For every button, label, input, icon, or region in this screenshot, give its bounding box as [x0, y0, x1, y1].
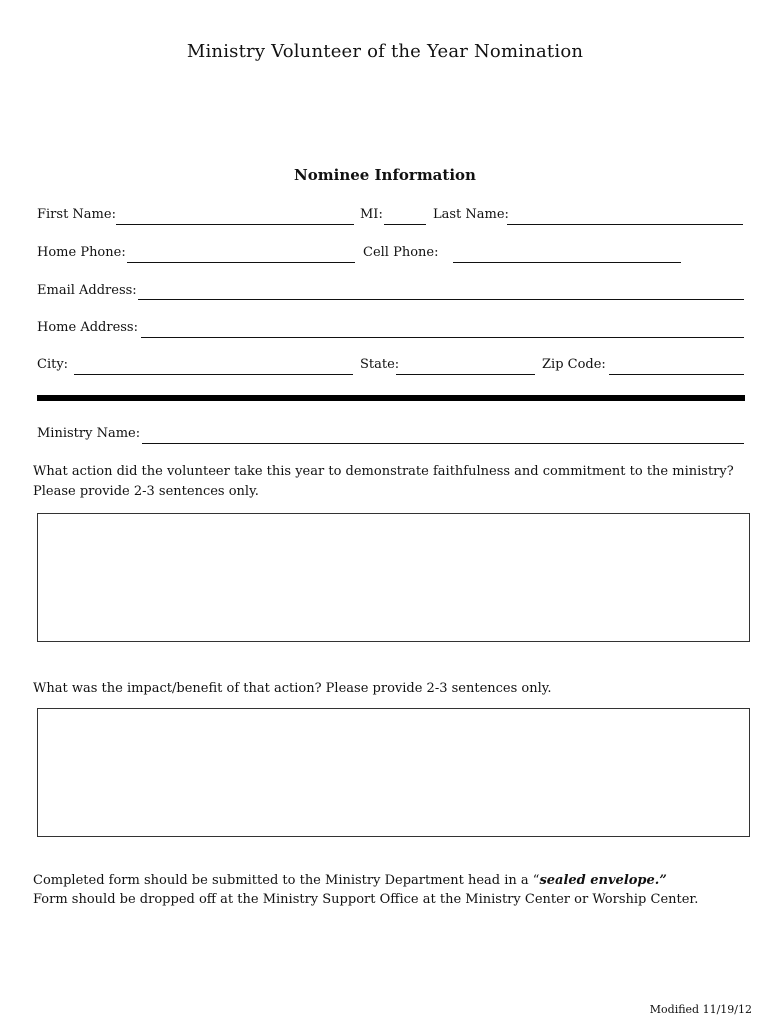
- home-address-label: Home Address:: [37, 320, 138, 335]
- cell-phone-label: Cell Phone:: [363, 245, 439, 260]
- city-line: [74, 374, 353, 375]
- answer-2-textarea[interactable]: [38, 709, 749, 836]
- question-1-line-2: Please provide 2-3 sentences only.: [33, 484, 259, 499]
- ministry-name-field[interactable]: [142, 425, 744, 443]
- cell-phone-line: [453, 262, 681, 263]
- email-address-label: Email Address:: [37, 283, 137, 298]
- mi-label: MI:: [360, 207, 383, 222]
- zip-code-label: Zip Code:: [542, 357, 606, 372]
- instructions-line-2: Form should be dropped off at the Ministry Support Office at the Ministry Center or Worship Center.: [33, 892, 699, 907]
- zip-code-field[interactable]: [609, 356, 744, 374]
- section-divider: [37, 395, 745, 401]
- mi-line: [384, 224, 426, 225]
- home-phone-line: [127, 262, 355, 263]
- city-label: City:: [37, 357, 69, 372]
- section-title: Nominee Information: [294, 166, 476, 184]
- question-2: What was the impact/benefit of that action? Please provide 2-3 sentences only.: [33, 681, 552, 696]
- modified-date: Modified 11/19/12: [649, 1003, 752, 1016]
- instructions-line-1-prefix: Completed form should be submitted to the Ministry Department head in a “: [33, 873, 540, 888]
- first-name-label: First Name:: [37, 207, 116, 222]
- cell-phone-field[interactable]: [453, 244, 681, 262]
- ministry-name-label: Ministry Name:: [37, 426, 141, 441]
- home-phone-field[interactable]: [127, 244, 355, 262]
- submission-instructions: [33, 871, 698, 909]
- mi-field[interactable]: [384, 206, 426, 224]
- state-line: [396, 374, 535, 375]
- last-name-field[interactable]: [507, 206, 743, 224]
- city-field[interactable]: [74, 356, 353, 374]
- ministry-name-line: [142, 443, 744, 444]
- page-title: Ministry Volunteer of the Year Nomination: [186, 41, 584, 62]
- zip-code-line: [609, 374, 744, 375]
- email-address-field[interactable]: [138, 281, 744, 299]
- instructions-emphasis: sealed envelope.”: [539, 873, 667, 888]
- last-name-label: Last Name:: [433, 207, 509, 222]
- instructions-line-1: [33, 871, 698, 890]
- home-address-field[interactable]: [141, 319, 744, 337]
- state-label: State:: [360, 357, 400, 372]
- state-field[interactable]: [396, 356, 535, 374]
- answer-1-textarea[interactable]: [38, 514, 749, 641]
- question-1-line-1: What action did the volunteer take this year to demonstrate faithfulness and commitment to the ministry?: [33, 464, 734, 479]
- home-phone-label: Home Phone:: [37, 245, 126, 260]
- first-name-field[interactable]: [116, 206, 354, 224]
- first-name-line: [116, 224, 354, 225]
- home-address-line: [141, 337, 744, 338]
- email-address-line: [138, 299, 744, 300]
- question-1: [33, 462, 734, 502]
- last-name-line: [507, 224, 743, 225]
- answer-1-box: [37, 513, 750, 642]
- answer-2-box: [37, 708, 750, 837]
